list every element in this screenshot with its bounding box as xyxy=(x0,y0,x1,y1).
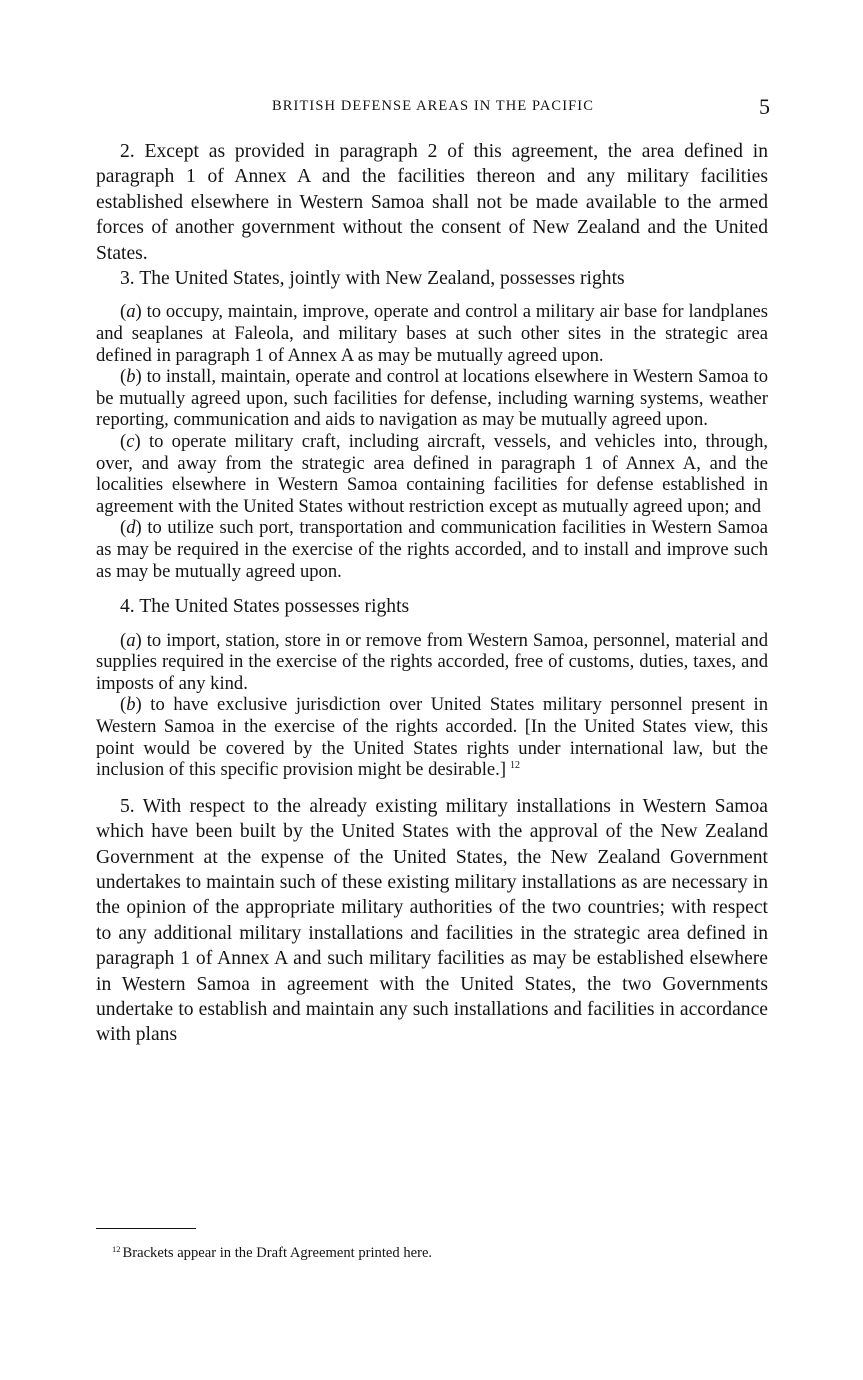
running-head xyxy=(96,96,770,120)
running-title: BRITISH DEFENSE AREAS IN THE PACIFIC xyxy=(272,98,594,114)
item-text: to have exclusive jurisdiction over United States military personnel present in Western Samoa in the exercise of the rights accorded. [In the United States view, this point would be covered by the United States rights under international law, but the inclusion of this specific provision might be desirable.] xyxy=(96,694,768,781)
list-item: (d) to utilize such port, transportation and communication facilities in Western Samoa as may be required in the exercise of the rights accorded, and to install and improve such as may be mutually agreed upon. xyxy=(96,517,769,582)
paragraph-3-items xyxy=(96,301,768,582)
item-marker: d xyxy=(126,517,136,539)
footnote-number: 12 xyxy=(112,1244,121,1254)
item-marker: a xyxy=(126,629,136,651)
footnote xyxy=(112,1244,752,1262)
item-text: to occupy, maintain, improve, operate and control a military air base for landplanes and seaplanes at Faleola, and military bases at such other sites in the strategic area defined in paragraph 1 of Annex A as may be mutually agreed upon. xyxy=(96,301,769,366)
item-text: to import, station, store in or remove from Western Samoa, personnel, material and supplies required in the exercise of the rights accorded, free of customs, duties, taxes, and imposts of any kind. xyxy=(96,629,768,694)
body-text xyxy=(96,139,768,1048)
item-marker: b xyxy=(126,366,136,388)
item-text: to operate military craft, including aircraft, vessels, and vehicles into, through, over, and away from the strategic area defined in paragraph 1 of Annex A, and the localities elsewhere in Western Samoa containing facilities for defense established in agreement with the United States without restriction except as mutually agreed upon; and xyxy=(96,431,769,517)
spacer xyxy=(96,781,768,794)
list-item: (a) to occupy, maintain, improve, operate and control a military air base for landplanes and seaplanes at Faleola, and military bases at such other sites in the strategic area defined in paragraph 1 of Annex A as may be mutually agreed upon. xyxy=(96,301,769,366)
item-text: to install, maintain, operate and control at locations elsewhere in Western Samoa to be mutually agreed upon, such facilities for defense, including warning systems, weather reporting, communication and aids to navigation as may be mutually agreed upon. xyxy=(96,366,768,431)
paragraph-2: 2. Except as provided in paragraph 2 of this agreement, the area defined in paragraph 1 of Annex A and the facilities thereon and any military facilities established elsewhere in Western Samoa shall not be made available to the armed forces of another government without the consent of New Zealand and the United States. xyxy=(96,141,768,264)
item-marker: c xyxy=(126,431,135,452)
item-text: to utilize such port, transportation and communication facilities in Western Samoa as may be required in the exercise of the rights accorded, and to install and improve such as may be mutually agreed upon. xyxy=(96,517,769,582)
paragraph-3-intro: 3. The United States, jointly with New Zealand, possesses rights xyxy=(120,268,625,290)
list-item: (b) to install, maintain, operate and control at locations elsewhere in Western Samoa to be mutually agreed upon, such facilities for defense, including warning systems, weather reporting, communication and aids to navigation as may be mutually agreed upon. xyxy=(96,366,768,431)
paragraph-4-intro: 4. The United States possesses rights xyxy=(120,596,410,618)
item-marker: b xyxy=(126,694,136,716)
footnote-reference: 12 xyxy=(510,760,521,772)
paragraph-5: 5. With respect to the already existing military installations in Western Samoa which have been built by the United States with the approval of the New Zealand Government at the expense of the United States, the New Zealand Government undertakes to maintain such of these existing military installations as are necessary in the opinion of the appropriate military authorities of the two countries; with respect to any additional military installations and facilities in the strategic area defined in paragraph 1 of Annex A and such military facilities as may be established elsewhere in Western Samoa in agreement with the United States, the two Governments undertake to establish and maintain any such installations and facilities in accordance with plans xyxy=(96,795,768,1046)
page-number: 5 xyxy=(759,94,770,119)
footnote-divider xyxy=(96,1228,196,1229)
list-item: (b) to have exclusive jurisdiction over United States military personnel present in Western Samoa in the exercise of the rights accorded. [In the United States view, this point would be covered by the United States rights under international law, but the inclusion of this specific provision might be desirable.] $^{12}$ xyxy=(96,694,768,781)
footnote-text: Brackets appear in the Draft Agreement printed here. xyxy=(122,1245,433,1261)
list-item: (a) to import, station, store in or remove from Western Samoa, personnel, material and supplies required in the exercise of the rights accorded, free of customs, duties, taxes, and imposts of any kind. xyxy=(96,629,768,694)
item-marker: a xyxy=(126,301,136,323)
list-item: (c) to operate military craft, including aircraft, vessels, and vehicles into, through, over, and away from the strategic area defined in paragraph 1 of Annex A, and the localities elsewhere in Western Samoa containing facilities for defense established in agreement with the United States without restriction except as mutually agreed upon; and xyxy=(96,431,769,517)
paragraph-4-items xyxy=(96,630,768,781)
